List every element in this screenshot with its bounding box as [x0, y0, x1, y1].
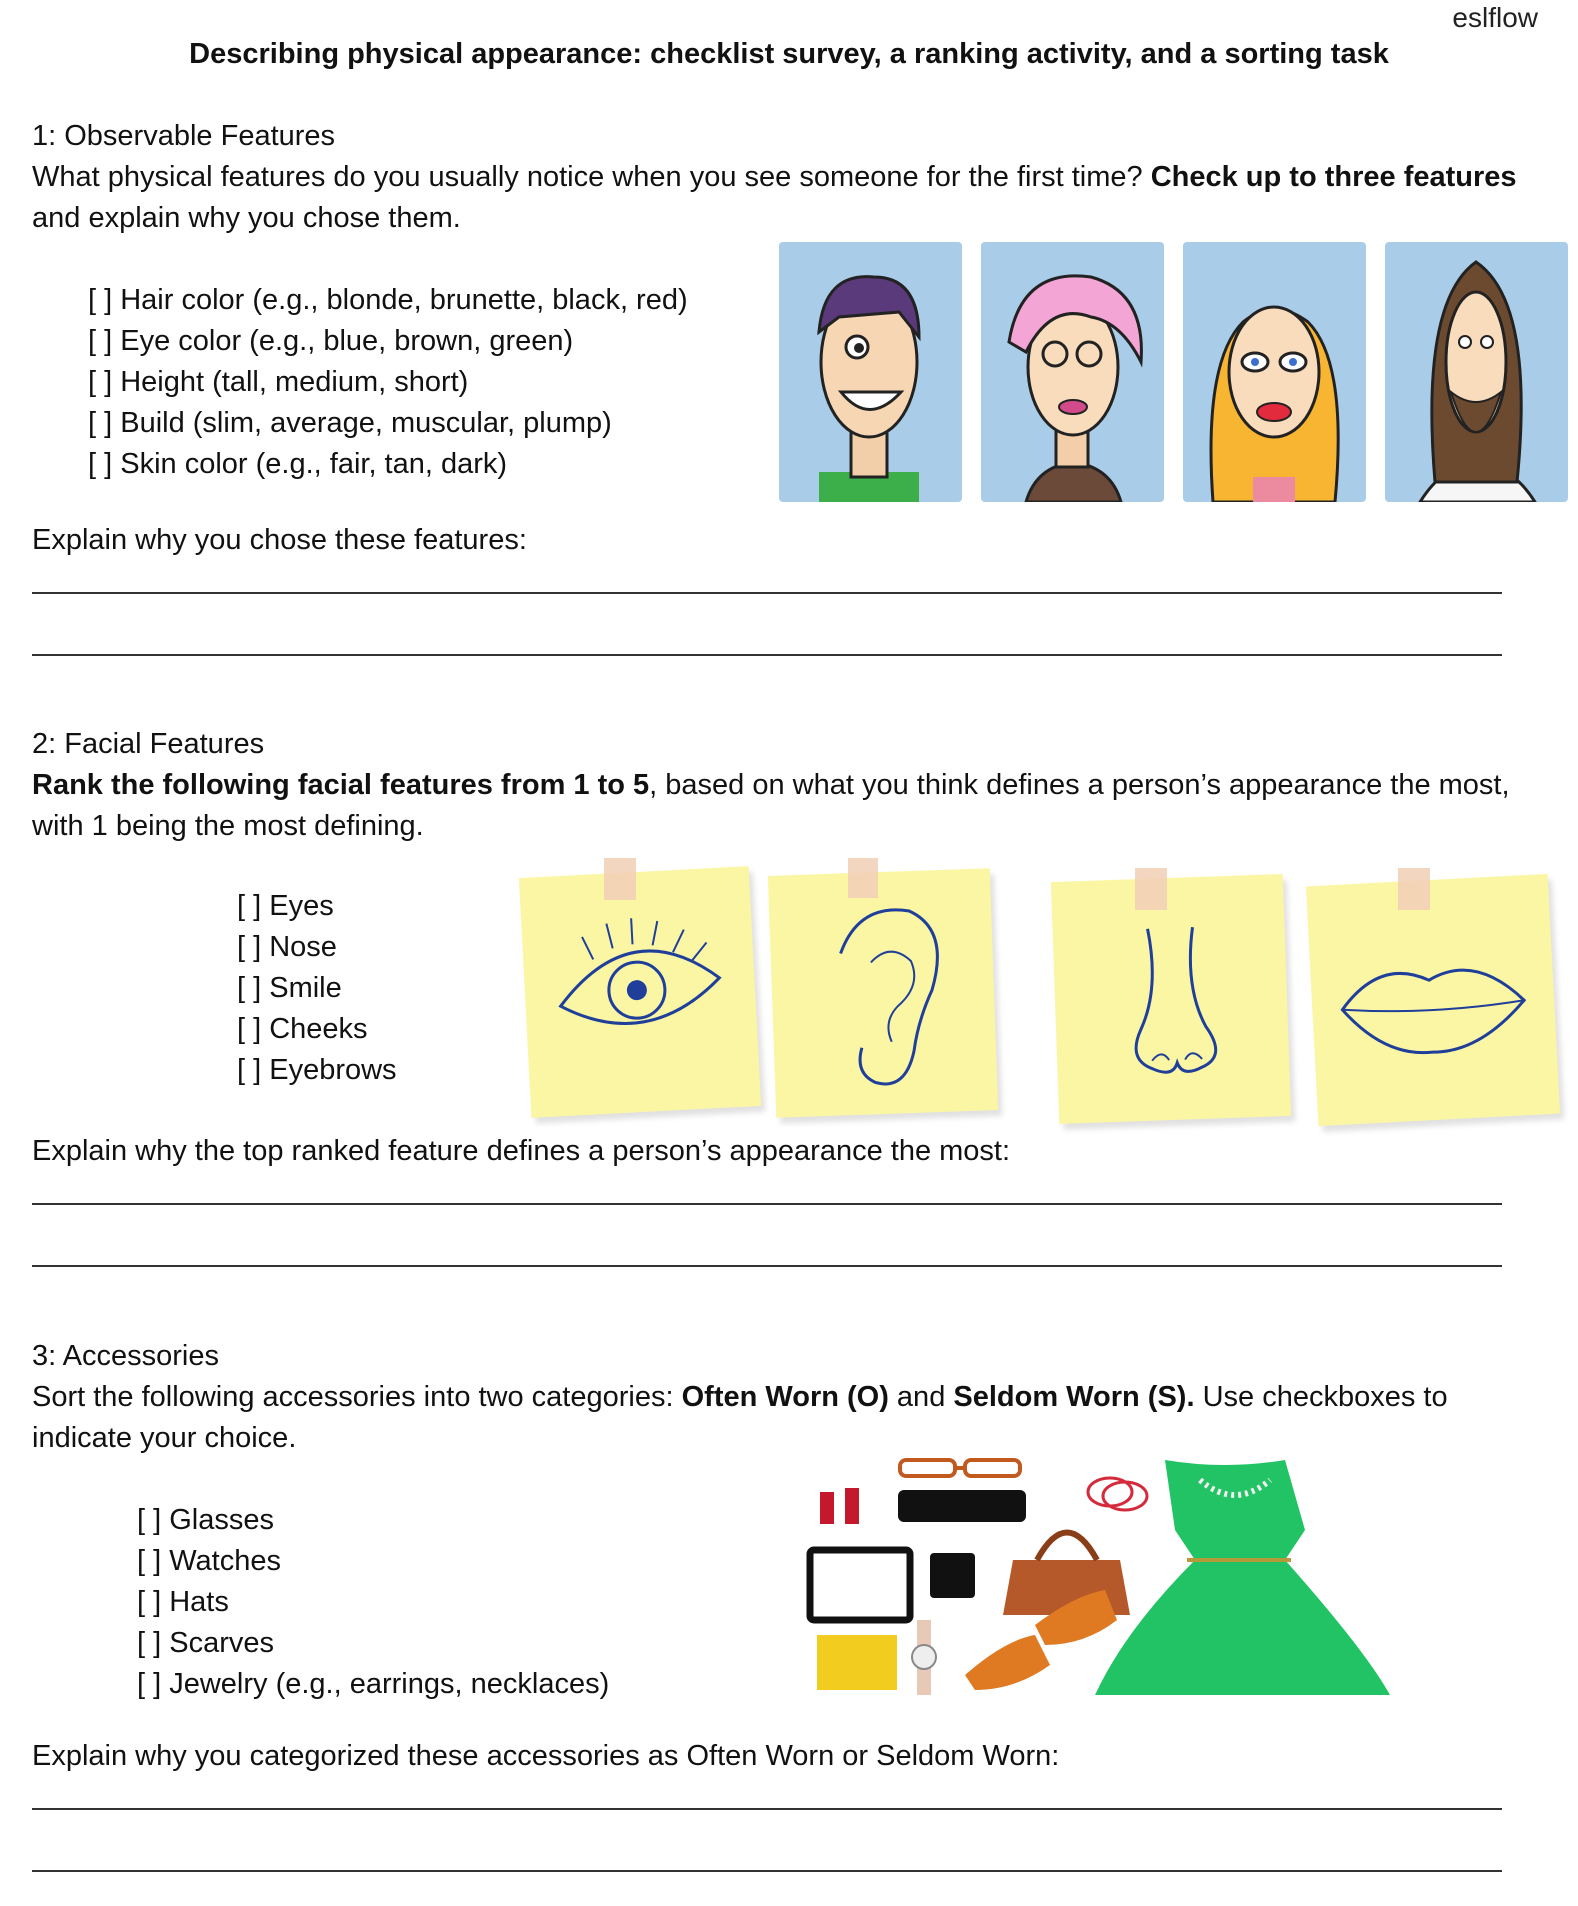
ear-sketch-icon [768, 868, 998, 1118]
cartoon-face-icon [981, 242, 1164, 502]
sticky-note-eye [519, 866, 761, 1118]
ranking-item[interactable]: [ ] Eyebrows [237, 1054, 397, 1086]
tape-strip [604, 858, 636, 900]
section-2-explain-prompt: Explain why the top ranked feature defines a person’s appearance the most: [32, 1135, 1011, 1167]
page-title: Describing physical appearance: checklist survey, a ranking activity, and a sorting task [189, 38, 1389, 70]
sorting-item[interactable]: [ ] Jewelry (e.g., earrings, necklaces) [137, 1668, 610, 1700]
ranking-item[interactable]: [ ] Cheeks [237, 1013, 368, 1045]
tape-strip [1398, 868, 1430, 910]
checklist-item[interactable]: [ ] Skin color (e.g., fair, tan, dark) [88, 448, 508, 480]
sorting-item[interactable]: [ ] Hats [137, 1586, 229, 1618]
sticky-note-lips [1306, 874, 1560, 1126]
answer-line[interactable] [32, 592, 1502, 594]
nose-sketch-icon [1051, 874, 1291, 1124]
section-1-heading: 1: Observable Features [32, 120, 336, 152]
ranking-item[interactable]: [ ] Smile [237, 972, 342, 1004]
answer-line[interactable] [32, 1203, 1502, 1205]
section-3-heading: 3: Accessories [32, 1340, 219, 1372]
lips-sketch-icon [1306, 874, 1560, 1126]
ranking-item[interactable]: [ ] Eyes [237, 890, 334, 922]
answer-line[interactable] [32, 1265, 1502, 1267]
eye-sketch-icon [519, 866, 761, 1118]
cartoon-face-icon [779, 242, 962, 502]
sorting-item[interactable]: [ ] Glasses [137, 1504, 274, 1536]
section-3-explain-prompt: Explain why you categorized these accessories as Often Worn or Seldom Worn: [32, 1740, 1060, 1772]
answer-line[interactable] [32, 1808, 1502, 1810]
section-3-instruction: Sort the following accessories into two categories: Often Worn (O) and Seldom Worn (S). Use checkboxes to indicate your choice. [32, 1381, 1448, 1454]
checklist-item[interactable]: [ ] Eye color (e.g., blue, brown, green) [88, 325, 574, 357]
sorting-item[interactable]: [ ] Watches [137, 1545, 281, 1577]
answer-line[interactable] [32, 1870, 1502, 1872]
sticky-note-ear [768, 868, 998, 1118]
section-1-checklist [88, 280, 688, 485]
cartoon-face-icon [1183, 242, 1366, 502]
section-1-explain-prompt: Explain why you chose these features: [32, 524, 527, 556]
checklist-item[interactable]: [ ] Build (slim, average, muscular, plump) [88, 407, 612, 439]
cartoon-man-card [779, 242, 962, 502]
brand-label: eslflow [1452, 2, 1538, 33]
tape-strip [848, 858, 878, 898]
cartoon-blonde-card [1183, 242, 1366, 502]
accessories-illustration [805, 1450, 1455, 1705]
section-2-ranking-list [237, 886, 397, 1091]
checklist-item[interactable]: [ ] Height (tall, medium, short) [88, 366, 469, 398]
tape-strip [1135, 868, 1167, 910]
checklist-item[interactable]: [ ] Hair color (e.g., blonde, brunette, black, red) [88, 284, 688, 316]
ranking-item[interactable]: [ ] Nose [237, 931, 337, 963]
cartoon-woman-card [981, 242, 1164, 502]
accessories-icon [805, 1450, 1455, 1705]
section-3-sorting-list [137, 1500, 609, 1705]
cartoon-face-icon [1385, 242, 1568, 502]
answer-line[interactable] [32, 654, 1502, 656]
section-2-instruction: Rank the following facial features from 1 to 5, based on what you think defines a person’s appearance the most, with 1 being the most defining. [32, 769, 1510, 842]
section-2-heading: 2: Facial Features [32, 728, 265, 760]
sorting-item[interactable]: [ ] Scarves [137, 1627, 274, 1659]
section-1-instruction: What physical features do you usually notice when you see someone for the first time? Check up to three features and explain why you chose them. [32, 161, 1517, 234]
sticky-note-nose [1051, 874, 1291, 1124]
cartoon-longhair-card [1385, 242, 1568, 502]
